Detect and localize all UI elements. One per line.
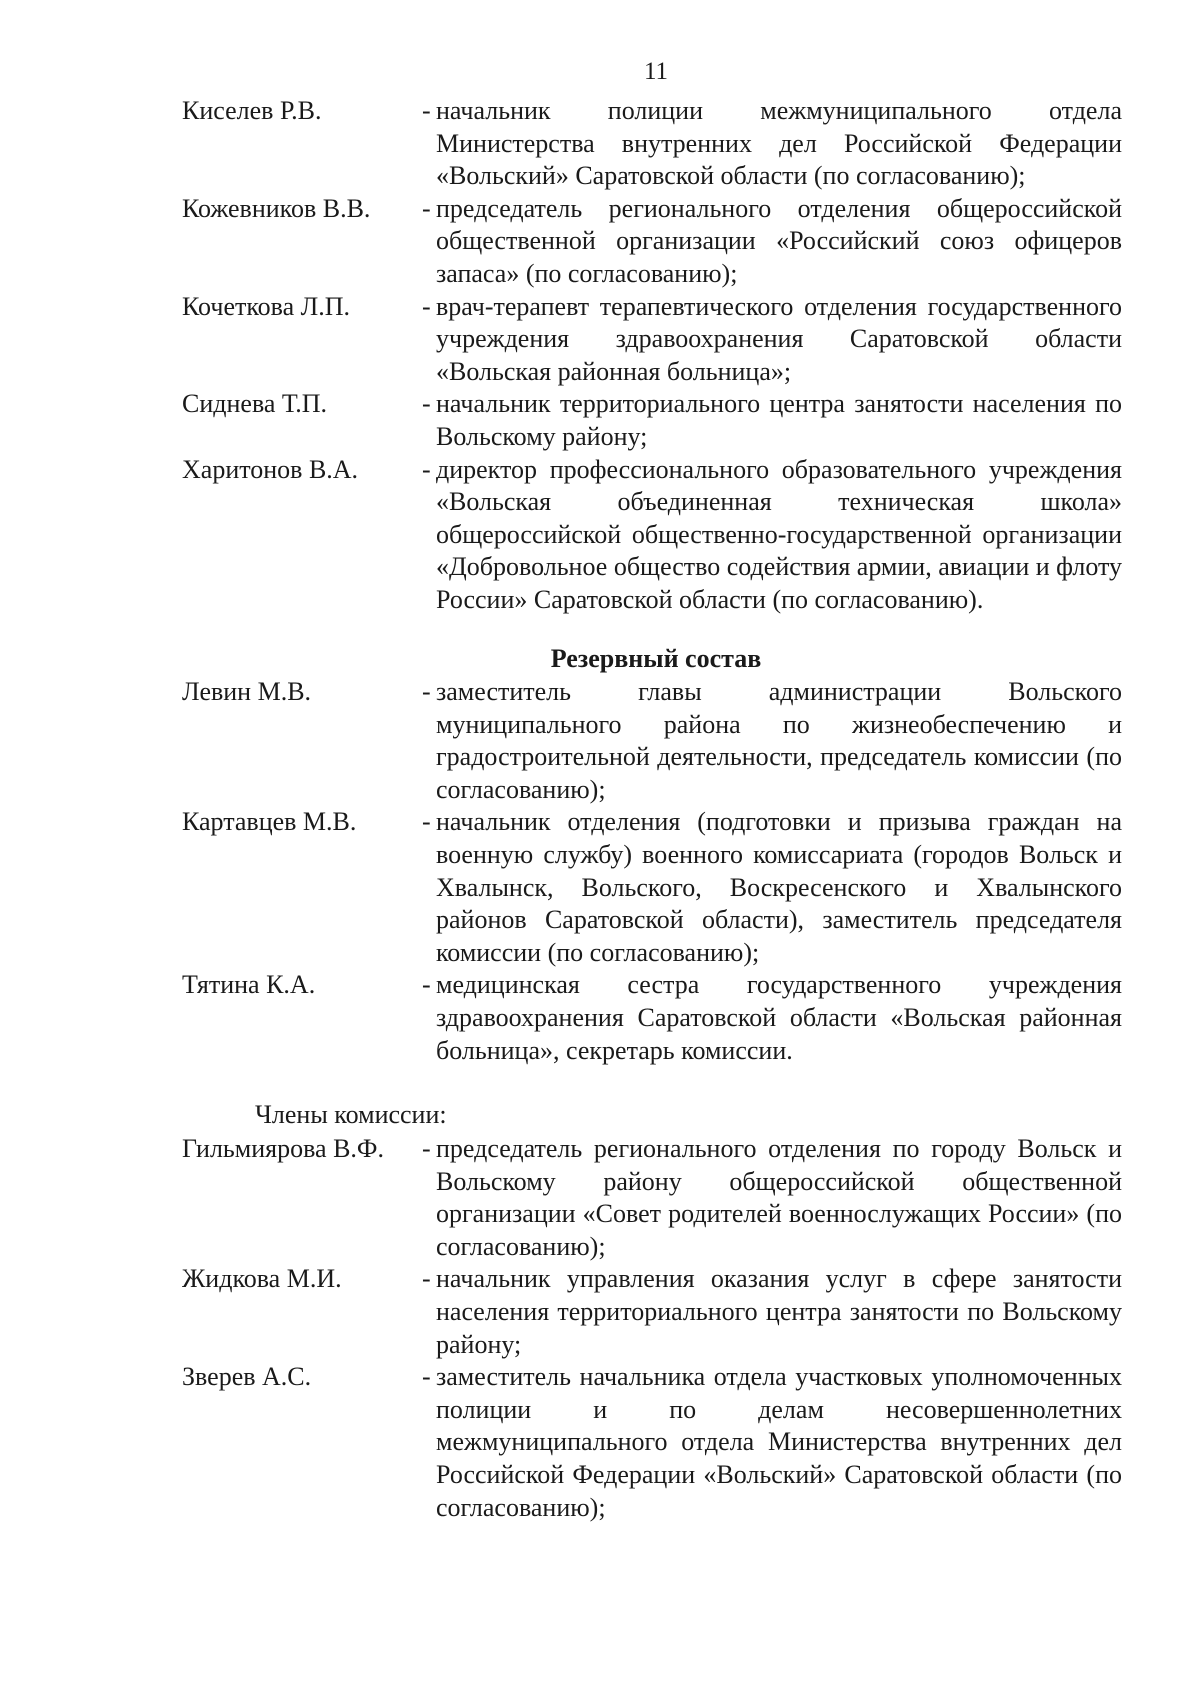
list-item bbox=[182, 454, 1122, 617]
member-name: Левин М.В. bbox=[182, 677, 312, 706]
list-item bbox=[182, 193, 1122, 291]
dash: - bbox=[422, 96, 431, 125]
member-name: Тятина К.А. bbox=[182, 970, 316, 1000]
dash: - bbox=[422, 454, 431, 484]
list-item bbox=[182, 806, 1122, 969]
member-position: председатель регионального отделения по городу Вольск и Вольскому району общероссийской общественной организации «Совет родителей военнослужащих России» (по согласованию); bbox=[436, 1134, 1122, 1261]
list-item bbox=[182, 95, 1122, 193]
dash: - bbox=[422, 1264, 431, 1294]
dash: - bbox=[422, 970, 431, 1000]
member-name: Сиднева Т.П. bbox=[182, 389, 327, 419]
member-name: Кожевников В.В. bbox=[182, 193, 371, 223]
member-position: заместитель начальника отдела участковых уполномоченных полиции и по делам несовершеннолетних межмуниципального отдела Министерства внутренних дел Российской Федерации «Вольский» Саратовской области (по согласованию); bbox=[436, 1362, 1122, 1522]
members-list-commission bbox=[182, 1133, 1122, 1524]
page-number: 11 bbox=[643, 58, 669, 85]
dash: - bbox=[422, 807, 431, 837]
members-label: Члены комиссии: bbox=[255, 1100, 447, 1129]
list-item bbox=[182, 676, 1122, 806]
member-name: Зверев А.С. bbox=[182, 1362, 312, 1392]
member-name: Киселев Р.В. bbox=[182, 96, 322, 125]
member-position: медицинская сестра государственного учреждения здравоохранения Саратовской области «Вольская районная больница», секретарь комиссии. bbox=[436, 970, 1122, 1065]
dash: - bbox=[422, 1362, 431, 1392]
list-item bbox=[182, 1263, 1122, 1361]
member-name: Гильмиярова В.Ф. bbox=[182, 1134, 384, 1163]
members-list-main bbox=[182, 95, 1122, 617]
member-position: заместитель главы администрации Вольского муниципального района по жизнеобеспечению и градостроительной деятельности, председатель комиссии (по согласованию); bbox=[436, 677, 1122, 804]
member-name: Картавцев М.В. bbox=[182, 807, 357, 837]
member-name: Харитонов В.А. bbox=[182, 454, 359, 484]
list-item bbox=[182, 1133, 1122, 1263]
dash: - bbox=[422, 193, 431, 223]
list-item bbox=[182, 969, 1122, 1067]
member-position: председатель регионального отделения общероссийской общественной организации «Российский союз офицеров запаса» (по согласованию); bbox=[436, 193, 1122, 288]
section-title-reserve: Резервный состав bbox=[550, 644, 762, 673]
member-position: начальник полиции межмуниципального отдела Министерства внутренних дел Российской Федерации «Вольский» Саратовской области (по согласованию); bbox=[436, 96, 1122, 191]
member-position: начальник управления оказания услуг в сфере занятости населения территориального центра занятости по Вольскому району; bbox=[436, 1264, 1122, 1359]
member-position: директор профессионального образовательного учреждения «Вольская объединенная техническая школа» общероссийской общественно-государственной организации «Добровольное общество содействия армии, авиации и флоту России» Саратовской области (по согласованию). bbox=[436, 454, 1122, 614]
member-position: врач-терапевт терапевтического отделения государственного учреждения здравоохранения Саратовской области «Вольская районная больница»; bbox=[436, 291, 1122, 386]
list-item bbox=[182, 388, 1122, 453]
dash: - bbox=[422, 291, 431, 321]
member-position: начальник отделения (подготовки и призыва граждан на военную службу) военного комиссариата (городов Вольск и Хвалынск, Вольского, Воскресенского и Хвалынского районов Саратовской области), заместитель председателя комиссии (по согласованию); bbox=[436, 807, 1122, 967]
list-item bbox=[182, 1361, 1122, 1524]
dash: - bbox=[422, 677, 431, 706]
dash: - bbox=[422, 1134, 431, 1163]
members-list-reserve bbox=[182, 676, 1122, 1067]
member-name: Жидкова М.И. bbox=[182, 1264, 342, 1294]
member-position: начальник территориального центра занятости населения по Вольскому району; bbox=[436, 389, 1122, 451]
list-item bbox=[182, 291, 1122, 389]
member-name: Кочеткова Л.П. bbox=[182, 291, 351, 321]
dash: - bbox=[422, 389, 431, 419]
